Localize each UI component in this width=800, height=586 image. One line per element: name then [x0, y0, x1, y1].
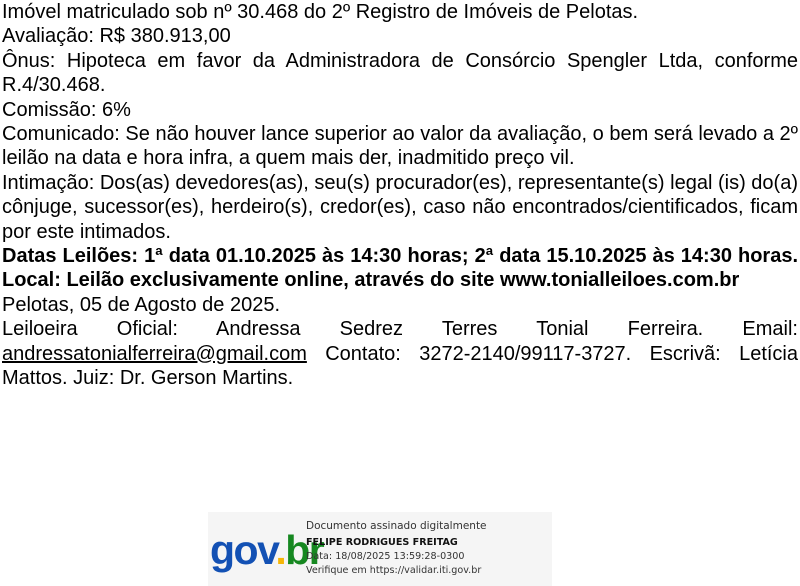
- auctioneer-email-link[interactable]: andressatonialferreira@gmail.com: [2, 342, 307, 365]
- place-date-line: Pelotas, 05 de Agosto de 2025.: [2, 293, 280, 316]
- property-registration-line: Imóvel matriculado sob nº 30.468 do 2º Registro de Imóveis de Pelotas.: [2, 1, 639, 23]
- signature-verify-url: Verifique em https://validar.iti.gov.br: [306, 565, 482, 576]
- govbr-logo: gov.br: [210, 527, 324, 573]
- encumbrance-paragraph: Ônus: Hipoteca em favor da Administradora de Consórcio Spengler Ltda, conforme R.4/30.468.: [2, 49, 798, 97]
- signature-date: Data: 18/08/2025 13:59:28-0300: [306, 551, 465, 562]
- auctioneer-contact-text: Contato: 3272-2140/99117-3727. Escrivã: Letícia Mattos. Juiz: Dr. Gerson Martins.: [2, 342, 798, 390]
- digital-signature-stamp: [208, 512, 552, 586]
- auctioneer-prefix: Leiloeira Oficial: Andressa Sedrez Terres Tonial Ferreira. Email:: [2, 318, 798, 341]
- valuation-line: Avaliação: R$ 380.913,00: [2, 25, 231, 48]
- signer-name: FELIPE RODRIGUES FREITAG: [306, 537, 458, 548]
- auctioneer-contact-paragraph: [2, 342, 798, 391]
- summons-paragraph: Intimação: Dos(as) devedores(as), seu(s) procurador(es), representante(s) legal (is) do(a) cônjuge, sucessor(es), herdeiro(s), credor(es), caso não encontrados/cientificados, ficam por este intimados.: [2, 171, 798, 243]
- commission-line: Comissão: 6%: [2, 98, 131, 121]
- signature-title: Documento assinado digitalmente: [306, 520, 487, 532]
- notice-paragraph: Comunicado: Se não houver lance superior ao valor da avaliação, o bem será levado a 2º leilão na data e hora infra, a quem mais der, inadmitido preço vil.: [2, 123, 798, 170]
- signature-details: [306, 516, 550, 578]
- auction-notice: [2, 0, 798, 391]
- auction-dates-paragraph: Datas Leilões: 1ª data 01.10.2025 às 14:30 horas; 2ª data 15.10.2025 às 14:30 horas. Local: Leilão exclusivamente online, através do site www.tonialleiloes.com.br: [2, 245, 798, 292]
